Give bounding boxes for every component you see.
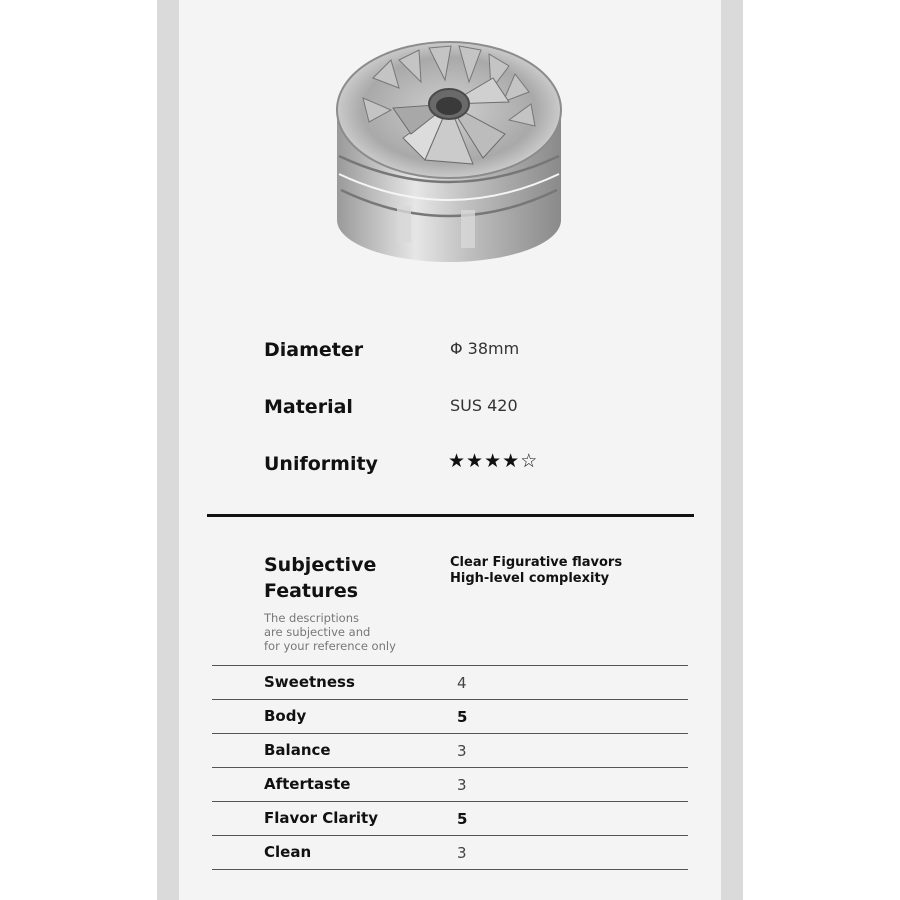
disclaimer-line1: The descriptions (264, 611, 359, 625)
diameter-label: Diameter (264, 339, 364, 361)
attribute-score: 5 (457, 810, 468, 828)
attribute-row-body (212, 699, 688, 733)
star-empty-icon: ☆ (520, 450, 539, 472)
attribute-label: Body (264, 707, 307, 725)
flavor-desc-line2: High-level complexity (450, 571, 610, 586)
flavor-description (450, 555, 680, 587)
attribute-label: Balance (264, 741, 331, 759)
star-filled-icon: ★ (466, 450, 485, 472)
attribute-label: Clean (264, 843, 312, 861)
uniformity-rating (448, 450, 538, 472)
attribute-row-balance (212, 733, 688, 767)
uniformity-label: Uniformity (264, 453, 378, 475)
star-filled-icon: ★ (484, 450, 503, 472)
attribute-score: 3 (457, 742, 467, 760)
subjective-features-title (264, 552, 424, 604)
attribute-score: 4 (457, 674, 467, 692)
attribute-label: Sweetness (264, 673, 355, 691)
subjective-disclaimer (264, 611, 434, 653)
subjective-title-line1: Subjective (264, 554, 377, 576)
disclaimer-line2: are subjective and (264, 625, 371, 639)
star-filled-icon: ★ (448, 450, 467, 472)
right-border-band (721, 0, 743, 900)
subjective-title-line2: Features (264, 580, 359, 602)
attribute-row-clean (212, 835, 688, 870)
diameter-value: Φ 38mm (450, 339, 520, 358)
attribute-label: Aftertaste (264, 775, 351, 793)
attribute-table (212, 665, 688, 870)
grinder-burr-image (333, 38, 565, 264)
attribute-label: Flavor Clarity (264, 809, 378, 827)
disclaimer-line3: for your reference only (264, 639, 396, 653)
attribute-score: 3 (457, 776, 467, 794)
material-value: SUS 420 (450, 396, 518, 415)
attribute-row-flavor-clarity (212, 801, 688, 835)
attribute-score: 5 (457, 708, 468, 726)
attribute-row-sweetness (212, 665, 688, 699)
section-divider (207, 514, 694, 517)
left-border-band (157, 0, 179, 900)
attribute-row-aftertaste (212, 767, 688, 801)
flavor-desc-line1: Clear Figurative flavors (450, 555, 623, 570)
star-filled-icon: ★ (502, 450, 521, 472)
material-label: Material (264, 396, 353, 418)
attribute-score: 3 (457, 844, 467, 862)
